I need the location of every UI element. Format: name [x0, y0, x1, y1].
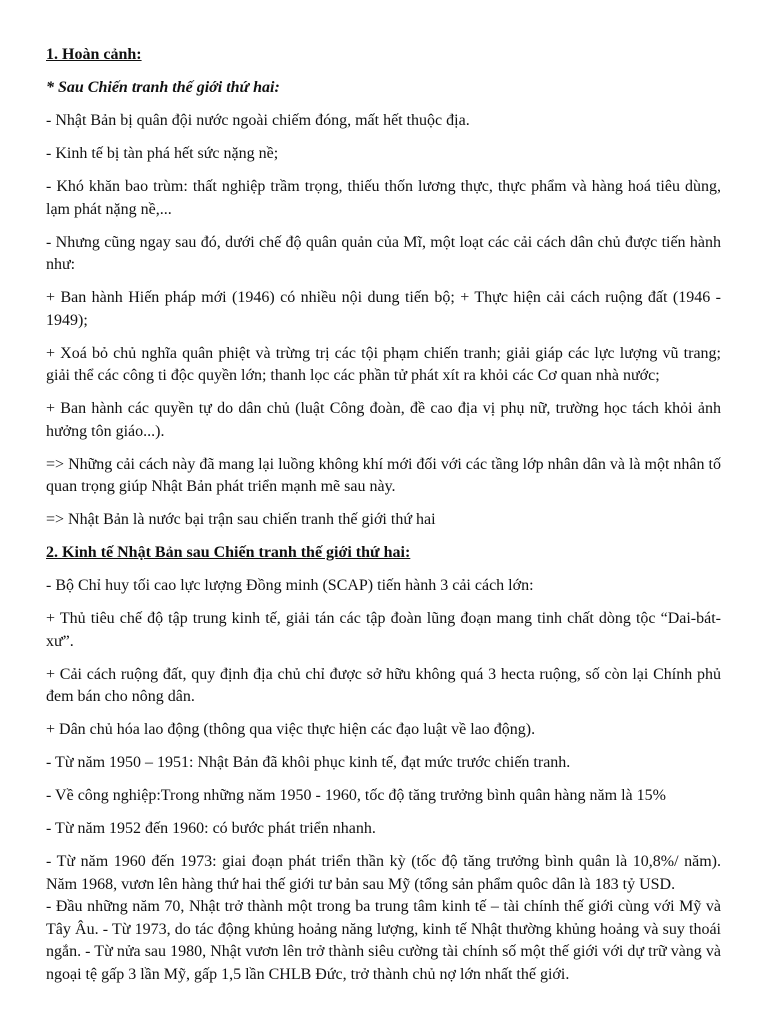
- document-page: [46, 44, 721, 997]
- section-2-heading: 2. Kinh tế Nhật Bản sau Chiến tranh thế giới thứ hai:: [46, 544, 411, 561]
- paragraph: - Về công nghiệp:Trong những năm 1950 - 1960, tốc độ tăng trưởng bình quân hàng năm là 15%: [46, 787, 666, 804]
- paragraph: - Đầu những năm 70, Nhật trở thành một trong ba trung tâm kinh tế – tài chính thế giới cùng với Mỹ và Tây Âu. - Từ 1973, do tác động khủng hoảng năng lượng, kinh tế Nhật thường khủng hoảng và suy thoái ngắn. - Từ nửa sau 1980, Nhật vươn lên trở thành siêu cường tài chính số một thế giới với dự trữ vàng và ngoại tệ gấp 3 lần Mỹ, gấp 1,5 lần CHLB Đức, trở thành chủ nợ lớn nhất thế giới.: [46, 898, 721, 983]
- section-1-heading: 1. Hoàn cảnh:: [46, 46, 142, 63]
- paragraph: => Nhật Bản là nước bại trận sau chiến tranh thế giới thứ hai: [46, 511, 436, 528]
- paragraph: + Ban hành Hiến pháp mới (1946) có nhiều nội dung tiến bộ; + Thực hiện cải cách ruộng đất (1946 - 1949);: [46, 289, 721, 329]
- paragraph: => Những cải cách này đã mang lại luồng không khí mới đối với các tầng lớp nhân dân và là một nhân tố quan trọng giúp Nhật Bản phát triển mạnh mẽ sau này.: [46, 455, 721, 495]
- paragraph: - Từ năm 1960 đến 1973: giai đoạn phát triển thần kỳ (tốc độ tăng trưởng bình quân là 10,8%/ năm). Năm 1968, vươn lên hàng thứ hai thế giới tư bản sau Mỹ (tổng sản phẩm quôc dân là 183 tỷ USD.: [46, 853, 721, 893]
- paragraph: - Bộ Chỉ huy tối cao lực lượng Đồng minh (SCAP) tiến hành 3 cải cách lớn:: [46, 577, 534, 594]
- paragraph: + Ban hành các quyền tự do dân chủ (luật Công đoàn, đề cao địa vị phụ nữ, trường học tách khỏi ảnh hưởng tôn giáo...).: [46, 400, 721, 440]
- paragraph: + Xoá bỏ chủ nghĩa quân phiệt và trừng trị các tội phạm chiến tranh; giải giáp các lực lượng vũ trang; giải thể các công ti độc quyền lớn; thanh lọc các phần tử phát xít ra khỏi các Cơ quan nhà nước;: [46, 344, 721, 384]
- paragraph: + Dân chủ hóa lao động (thông qua việc thực hiện các đạo luật về lao động).: [46, 721, 536, 738]
- paragraph: - Nhật Bản bị quân đội nước ngoài chiếm đóng, mất hết thuộc địa.: [46, 112, 470, 129]
- section-1-subheading: * Sau Chiến tranh thế giới thứ hai:: [46, 79, 280, 96]
- paragraph: - Nhưng cũng ngay sau đó, dưới chế độ quân quản của Mĩ, một loạt các cải cách dân chủ được tiến hành như:: [46, 233, 721, 273]
- paragraph: - Kinh tế bị tàn phá hết sức nặng nề;: [46, 145, 279, 162]
- paragraph: - Khó khăn bao trùm: thất nghiệp trầm trọng, thiếu thốn lương thực, thực phẩm và hàng hoá tiêu dùng, lạm phát nặng nề,...: [46, 178, 721, 218]
- paragraph: + Thủ tiêu chế độ tập trung kinh tế, giải tán các tập đoàn lũng đoạn mang tinh chất dòng tộc “Dai-bát-xư”.: [46, 610, 721, 650]
- paragraph: - Từ năm 1952 đến 1960: có bước phát triển nhanh.: [46, 820, 376, 837]
- paragraph: - Từ năm 1950 – 1951: Nhật Bản đã khôi phục kinh tế, đạt mức trước chiến tranh.: [46, 754, 571, 771]
- paragraph: + Cải cách ruộng đất, quy định địa chủ chỉ được sở hữu không quá 3 hecta ruộng, số còn lại Chính phủ đem bán cho nông dân.: [46, 665, 721, 705]
